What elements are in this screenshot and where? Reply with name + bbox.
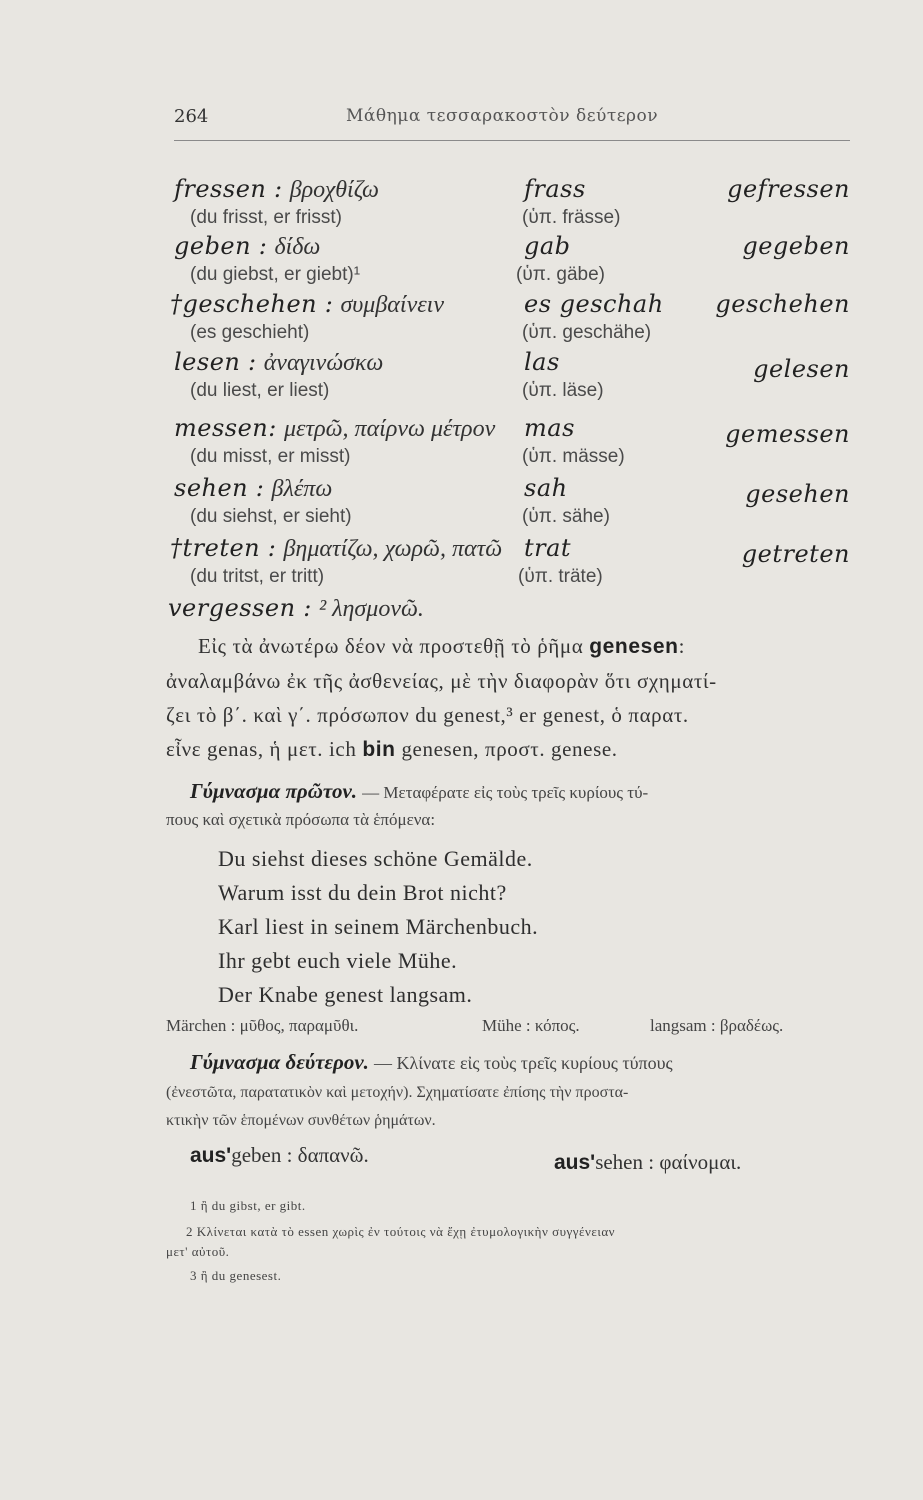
exercise-1-instruction: — Μεταφέρατε εἰς τοὺς τρεῖς κυρίους τύ- bbox=[362, 783, 649, 802]
compound-prefix: aus' bbox=[190, 1144, 232, 1167]
verb-entry: vergessen : ² λησμονῶ. bbox=[168, 594, 424, 622]
paragraph-keyword: genesen bbox=[589, 635, 679, 658]
verb-entry: fressen : βροχθίζω bbox=[174, 175, 379, 203]
verb-forms: (du frisst, er frisst) bbox=[190, 207, 343, 228]
verb-participle: gelesen bbox=[753, 355, 850, 383]
paragraph-line: ἀναλαμβάνω ἐκ τῆς ἀσθενείας, μὲ τὴν διαφορὰν ὅτι σχηματί- bbox=[166, 669, 717, 693]
verb-forms: (du liest, er liest) bbox=[190, 380, 330, 401]
glossary-entry: Märchen : μῦθος, παραμῦθι. bbox=[166, 1016, 359, 1035]
verb-infinitive: vergessen bbox=[168, 594, 296, 622]
exercise-1-heading bbox=[190, 779, 648, 804]
verb-past: es geschah bbox=[524, 290, 664, 318]
verb-participle: getreten bbox=[741, 540, 850, 568]
verb-entry: †treten : βηματίζω, χωρῶ, πατῶ bbox=[170, 534, 503, 562]
verb-meaning: βηματίζω, χωρῶ, πατῶ bbox=[283, 536, 503, 562]
verb-infinitive: lesen bbox=[174, 348, 241, 376]
exercise-2-instruction: κτικὴν τῶν ἑπομένων συνθέτων ῥημάτων. bbox=[166, 1112, 436, 1129]
verb-past: las bbox=[524, 348, 560, 376]
verb-meaning: βροχθίζω bbox=[289, 177, 379, 203]
verb-subjunctive: (ὑπ. träte) bbox=[518, 566, 603, 587]
verb-infinitive: fressen bbox=[174, 175, 267, 203]
verb-forms: (du misst, er misst) bbox=[190, 446, 351, 467]
paragraph-line bbox=[198, 634, 685, 659]
compound-prefix: aus' bbox=[554, 1151, 596, 1174]
exercise-sentence: Karl liest in seinem Märchenbuch. bbox=[218, 914, 539, 939]
verb-meaning: βλέπω bbox=[271, 476, 333, 502]
exercise-2-instruction: (ἐνεστῶτα, παρατατικὸν καὶ μετοχήν). Σχηματίσατε ἐπίσης τὴν προστα- bbox=[166, 1084, 629, 1101]
verb-entry: messen: μετρῶ, παίρνω μέτρον bbox=[174, 414, 496, 442]
running-title: Μάθημα τεσσαρακοστὸν δεύτερον bbox=[346, 106, 659, 126]
compound-meaning: φαίνομαι. bbox=[659, 1150, 742, 1174]
compound-verb bbox=[554, 1150, 741, 1175]
verb-forms: (du giebst, er giebt)¹ bbox=[190, 264, 361, 285]
verb-infinitive: †treten bbox=[170, 534, 261, 562]
verb-meaning: συμβαίνειν bbox=[340, 292, 444, 318]
verb-meaning: ἀναγινώσκω bbox=[263, 350, 384, 376]
verb-past: trat bbox=[524, 534, 572, 562]
exercise-sentence: Warum isst du dein Brot nicht? bbox=[218, 880, 507, 905]
footnote: 3 ἢ du genesest. bbox=[190, 1268, 282, 1283]
verb-infinitive: geben bbox=[174, 232, 252, 260]
compound-stem: geben : bbox=[231, 1143, 298, 1167]
exercise-1-instruction: πους καὶ σχετικὰ πρόσωπα τὰ ἑπόμενα: bbox=[166, 810, 436, 829]
exercise-sentence: Du siehst dieses schöne Gemälde. bbox=[218, 846, 533, 871]
glossary-entry: langsam : βραδέως. bbox=[650, 1016, 784, 1035]
verb-meaning: δίδω bbox=[274, 234, 321, 260]
verb-subjunctive: (ὑπ. geschähe) bbox=[522, 322, 652, 343]
paragraph-text: Εἰς τὰ ἀνωτέρω δέον νὰ προστεθῇ τὸ ῥῆμα bbox=[198, 634, 590, 658]
verb-past: gab bbox=[524, 232, 571, 260]
paragraph-keyword: bin bbox=[362, 738, 396, 761]
verb-past: sah bbox=[524, 474, 568, 502]
verb-infinitive: messen bbox=[174, 414, 269, 442]
verb-forms: (du siehst, er sieht) bbox=[190, 506, 352, 527]
page-number: 264 bbox=[174, 106, 209, 127]
verb-subjunctive: (ὑπ. gäbe) bbox=[516, 264, 605, 285]
verb-participle: gemessen bbox=[725, 420, 850, 448]
glossary-entry: Mühe : κόπος. bbox=[482, 1016, 580, 1035]
verb-entry: lesen : ἀναγινώσκω bbox=[174, 348, 384, 376]
verb-subjunctive: (ὑπ. frässe) bbox=[522, 207, 621, 228]
header-rule bbox=[174, 140, 850, 141]
verb-entry: †geschehen : συμβαίνειν bbox=[170, 290, 444, 318]
exercise-sentence: Ihr gebt euch viele Mühe. bbox=[218, 948, 458, 973]
verb-entry: geben : δίδω bbox=[174, 232, 321, 260]
paragraph-text: : bbox=[678, 634, 686, 658]
verb-infinitive: sehen bbox=[174, 474, 249, 502]
verb-participle: gefressen bbox=[727, 175, 850, 203]
exercise-1-title: Γύμνασμα πρῶτον. bbox=[190, 779, 358, 803]
verb-meaning: ² λησμονῶ. bbox=[318, 596, 424, 622]
footnote: 2 Κλίνεται κατὰ τὸ essen χωρὶς ἐν τούτοις νὰ ἔχῃ ἐτυμολογικὴν συγγένειαν bbox=[186, 1224, 616, 1239]
paragraph-line bbox=[166, 737, 618, 762]
verb-subjunctive: (ὑπ. mässe) bbox=[522, 446, 625, 467]
verb-participle: gegeben bbox=[742, 232, 850, 260]
verb-past: mas bbox=[524, 414, 575, 442]
verb-meaning: μετρῶ, παίρνω μέτρον bbox=[283, 416, 496, 442]
verb-subjunctive: (ὑπ. sähe) bbox=[522, 506, 610, 527]
exercise-2-instruction: — Κλίνατε εἰς τοὺς τρεῖς κυρίους τύπους bbox=[374, 1053, 673, 1073]
compound-stem: sehen : bbox=[595, 1150, 660, 1174]
verb-subjunctive: (ὑπ. läse) bbox=[522, 380, 604, 401]
footnote: μετ' αὐτοῦ. bbox=[166, 1244, 230, 1259]
verb-infinitive: †geschehen bbox=[170, 290, 318, 318]
verb-entry: sehen : βλέπω bbox=[174, 474, 333, 502]
paragraph-text: εἶνε genas, ἡ μετ. ich bbox=[166, 737, 363, 761]
verb-past: frass bbox=[524, 175, 586, 203]
paragraph-line: ζει τὸ β΄. καὶ γ΄. πρόσωπον du genest,³ er genest, ὁ παρατ. bbox=[166, 703, 689, 727]
exercise-sentence: Der Knabe genest langsam. bbox=[218, 982, 473, 1007]
verb-participle: geschehen bbox=[715, 290, 850, 318]
verb-forms: (du tritst, er tritt) bbox=[190, 566, 325, 587]
exercise-2-title: Γύμνασμα δεύτερον. bbox=[190, 1050, 369, 1074]
compound-meaning: δαπανῶ. bbox=[297, 1143, 369, 1167]
footnote: 1 ἢ du gibst, er gibt. bbox=[190, 1198, 306, 1213]
paragraph-text: genesen, προστ. genese. bbox=[395, 737, 618, 761]
verb-participle: gesehen bbox=[745, 480, 850, 508]
compound-verb bbox=[190, 1143, 369, 1168]
verb-forms: (es geschieht) bbox=[190, 322, 310, 343]
exercise-2-heading bbox=[190, 1050, 673, 1075]
